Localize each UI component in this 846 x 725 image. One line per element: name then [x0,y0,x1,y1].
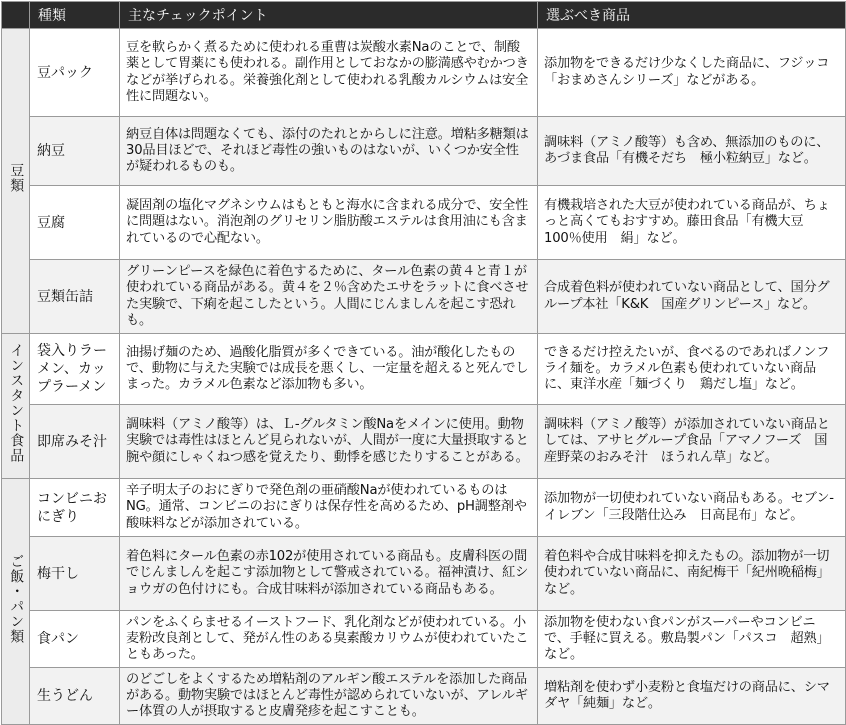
check-points: 凝固剤の塩化マグネシウムはもともと海水に含まれる成分で、安全性に問題はない。消泡剤のグリセリン脂肪酸エステルは食用油にも含まれているので心配ない。 [120,186,538,260]
item-name: 梅干し [30,537,120,611]
header-points: 主なチェックポイント [120,2,538,29]
table-row [2,29,846,117]
check-points: 調味料（アミノ酸等）は、Ｌ‐グルタミン酸Naをメインに使用。動物実験では毒性はほとんど見られないが、人間が一度に大量摂取すると腕や顔にしゃくねつ感を覚えたり、動悸を感じたりすることがある。 [120,405,538,479]
header-type: 種類 [30,2,120,29]
recommended-products: 合成着色料が使われていない商品として、国分グループ本社「K&K 国産グリンピース」など。 [538,260,846,334]
table-row [2,117,846,186]
header-products: 選ぶべき商品 [538,2,846,29]
recommended-products: 着色料や合成甘味料を抑えたもの。添加物が一切使われていない商品に、南紀梅干「紀州晩稲梅」など。 [538,537,846,611]
table-row [2,405,846,479]
table-row [2,668,846,725]
recommended-products: できるだけ控えたいが、食べるのであればノンフライ麺を。カラメル色素も使われていない商品に、東洋水産「麺づくり 鶏だし塩」など。 [538,334,846,405]
item-name: 食パン [30,611,120,668]
recommended-products: 添加物が一切使われていない商品もある。セブン‐イレブン「三段階仕込み 日高昆布」など。 [538,479,846,537]
item-name: コンビニおにぎり [30,479,120,537]
category-cell [2,29,30,334]
item-name: 納豆 [30,117,120,186]
check-points: のどごしをよくするため増粘剤のアルギン酸エステルを添加した商品がある。動物実験ではほとんど毒性が認められていないが、アレルギー体質の人が摂取すると皮膚発疹を起こすことも。 [120,668,538,725]
table-row [2,260,846,334]
item-name: 袋入りラーメン、カップラーメン [30,334,120,405]
header-row [2,2,846,29]
additive-checklist-table [1,1,846,725]
item-name: 豆腐 [30,186,120,260]
item-name: 生うどん [30,668,120,725]
header-corner [2,2,30,29]
recommended-products: 有機栽培された大豆が使われている商品が、ちょっと高くてもおすすめ。藤田食品「有機大豆100％使用 絹」など。 [538,186,846,260]
recommended-products: 添加物を使わない食パンがスーパーやコンビニで、手軽に買える。敷島製パン「パスコ 超熟」など。 [538,611,846,668]
item-name: 豆パック [30,29,120,117]
check-points: 納豆自体は問題なくても、添付のたれとからしに注意。増粘多糖類は30品目ほどで、それほど毒性の強いものはないが、いくつか安全性が疑われるものも。 [120,117,538,186]
recommended-products: 調味料（アミノ酸等）も含め、無添加のものに、あづま食品「有機そだち 極小粒納豆」など。 [538,117,846,186]
item-name: 豆類缶詰 [30,260,120,334]
table-row [2,186,846,260]
check-points: 油揚げ麺のため、過酸化脂質が多くできている。油が酸化したもので、動物に与えた実験では成長を悪くし、一定量を超えると死んでしまった。カラメル色素など添加物も多い。 [120,334,538,405]
category-label: 豆類 [8,163,25,194]
category-label: インスタント食品 [8,343,25,464]
category-label: ご飯・パン類 [8,553,25,644]
recommended-products: 調味料（アミノ酸等）が添加されていない商品としては、アサヒグループ食品「アマノフーズ 国産野菜のおみそ汁 ほうれん草」など。 [538,405,846,479]
check-points: パンをふくらませるイーストフード、乳化剤などが使われている。小麦粉改良剤として、発がん性のある臭素酸カリウムが使われていたこともあった。 [120,611,538,668]
check-points: 辛子明太子のおにぎりで発色剤の亜硝酸Naが使われているものはNG。通常、コンビニのおにぎりは保存性を高めるため、pH調整剤や酸味料などが添加されている。 [120,479,538,537]
table-row [2,611,846,668]
table-row [2,537,846,611]
table-row [2,334,846,405]
check-points: グリーンピースを緑色に着色するために、タール色素の黄４と青１が使われている商品がある。黄４を２％含めたエサをラットに食べさせた実験で、下痢を起こしたという。人間にじんましんを起こす恐れも。 [120,260,538,334]
item-name: 即席みそ汁 [30,405,120,479]
table-row [2,479,846,537]
category-cell [2,334,30,479]
check-points: 着色料にタール色素の赤102が使用されている商品も。皮膚科医の間でじんましんを起こす添加物として警戒されている。福神漬け、紅ショウガの色付けにも。合成甘味料が添加されている商品もある。 [120,537,538,611]
check-points: 豆を軟らかく煮るために使われる重曹は炭酸水素Naのことで、制酸薬として胃薬にも使われる。副作用としておなかの膨満感やむかつきなどが挙げられる。栄養強化剤として使われる乳酸カルシウムは安全性に問題ない。 [120,29,538,117]
category-cell [2,479,30,725]
recommended-products: 増粘剤を使わず小麦粉と食塩だけの商品に、シマダヤ「純麺」など。 [538,668,846,725]
recommended-products: 添加物をできるだけ少なくした商品に、フジッコ「おまめさんシリーズ」などがある。 [538,29,846,117]
